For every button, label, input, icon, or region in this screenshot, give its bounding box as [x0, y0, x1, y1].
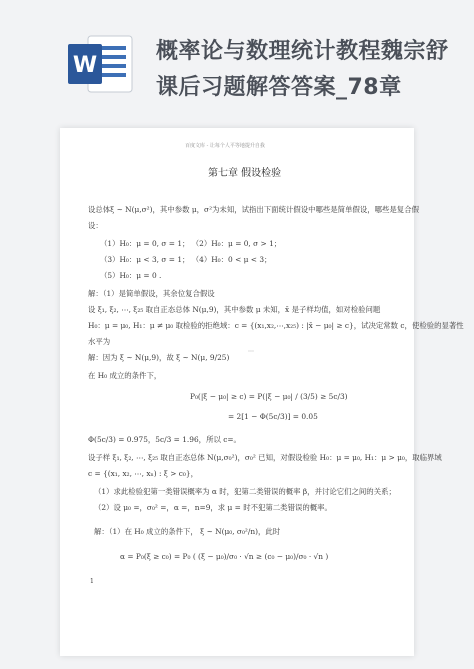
document-title-line-2: 课后习题解答答案_78章 — [156, 75, 402, 100]
text-line: 设子样 ξ₁, ξ₂, ⋯, ξ₂₅ 取自正态总体 N(μ,σ₀²)，σ₀² 已知，对假设检验 H₀：μ = μ₀, H₁：μ > μ₀，取临界域 — [88, 453, 442, 462]
text-line: 设 ξ₁, ξ₂, ⋯, ξ₂₅ 取自正态总体 N(μ,9)，其中参数 μ 未知，x̄ 是子样均值，如对检验问题 — [88, 305, 381, 314]
text-line: H₀：μ = μ₀, H₁：μ ≠ μ₀ 取检验的拒绝域：c = {(x₁,x₂,⋯,x₂₅) : |x̄ − μ₀| ≥ c}，试决定常数 c，使检验的显著性 — [88, 321, 464, 330]
text-line: 水平为 — [88, 337, 111, 346]
page-number: 1 — [90, 578, 94, 585]
text-line: （5）H₀：μ = 0 . — [100, 271, 162, 280]
text-line: Φ(5c/3) = 0.975，5c/3 = 1.96，所以 c=。 — [88, 435, 241, 444]
formula-line: = 2[1 − Φ(5c/3)] = 0.05 — [228, 412, 318, 421]
svg-text:W: W — [72, 53, 98, 78]
chapter-title: 第七章 假设检验 — [208, 168, 282, 179]
formula-line: α = P₀(ξ̄ ≥ c₀) = P₀ ( (ξ̄ − μ₀)/σ₀ · √n ≥ (c₀ − μ₀)/σ₀ · √n ) — [120, 552, 329, 561]
text-line: c = {(x₁, x₂, ⋯, xₙ) : ξ̄ > c₀}， — [88, 469, 198, 478]
text-line: 设总体ξ ~ N(μ,σ²)，其中参数 μ，σ²为未知，试指出下面统计假设中哪些是简单假设，哪些是复合假 — [88, 205, 419, 214]
text-line: 在 H₀ 成立的条件下， — [88, 371, 162, 380]
text-line: 解：（1）在 H₀ 成立的条件下， ξ̄ ~ N(μ₀, σ₀²/n)，此时 — [94, 527, 281, 536]
text-line: （1）求此检验犯第一类错误概率为 α 时，犯第二类错误的概率 β，并讨论它们之间的关系； — [94, 487, 396, 496]
document-header — [0, 0, 474, 128]
text-line: 解：因为 ξ ~ N(μ,9)，故 ξ̄ ~ N(μ, 9/25) — [88, 353, 230, 362]
document-page — [60, 128, 464, 656]
word-document-icon — [68, 32, 134, 96]
document-title-line-1: 概率论与数理统计教程魏宗舒 — [156, 39, 449, 64]
text-line: （2）设 μ₀ =，σ₀² =，α =，n=9，求 μ = 时不犯第二类错误的概率。 — [94, 503, 332, 512]
text-line: 设： — [88, 221, 103, 230]
text-line: 解：（1）是简单假设，其余位复合假设 — [88, 289, 215, 298]
text-line: （1）H₀：μ = 0, σ = 1； （2）H₀：μ = 0, σ > 1； — [100, 239, 282, 248]
formula-line: P₀(|ξ̄ − μ₀| ≥ c) = P(|ξ̄ − μ₀| / (3/5) ≥ 5c/3) — [190, 392, 348, 401]
running-head: 百度文库 - 让每个人平等地提升自我 — [185, 143, 265, 149]
ellipsis-mark: ⋯ — [248, 348, 254, 355]
text-line: （3）H₀：μ < 3, σ = 1； （4）H₀：0 < μ < 3； — [100, 255, 272, 264]
